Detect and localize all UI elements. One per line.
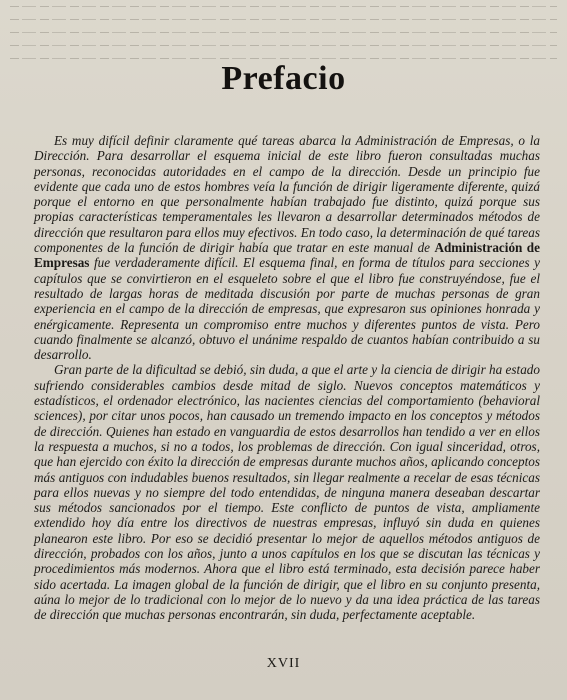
- paragraph: Gran parte de la dificultad se debió, sin duda, a que el arte y la ciencia de dirigir ha estado sufriendo considerables cambios desde mitad de siglo. Nuevos conceptos matemáticos y estadísticos, el ordenador electrónico, las nacientes ciencias del comportamiento (behavioral sciences), por citar unos pocos, han causado un tremendo impacto en los conceptos y métodos de dirección. Quienes han estado en vanguardia de estos desarrollos han tendido a ver en ellos la respuesta a muchos, si no a todos, los problemas de dirección. Con igual sinceridad, otros, que han ejercido con éxito la dirección de empresas durante muchos años, aplicando conceptos más antiguos con indudables buenos resultados, sin llegar realmente a recelar de esas técnicas para ellos nuevas y no siempre del todo entendidas, de ninguna manera deseaban descartar sus métodos sancionados por el tiempo. Este conflicto de puntos de vista, ampliamente extendido hoy día entre los directivos de nuestras empresas, influyó sin duda en quienes planearon este libro. Por eso se decidió presentar lo mejor de aquellos métodos antiguos de dirección, probados con los años, junto a unos capítulos en los que se discutan las técnicas y procedimientos más modernos. Ahora que el libro está terminado, esta decisión parece haber sido acertada. La imagen global de la función de dirigir, que el libro en su conjunto presenta, aúna lo mejor de lo tradicional con lo mejor de lo nuevo y da una idea práctica de las tareas de dirección que muchas personas encontrarán, sin duda, perfectamente aceptable.: [34, 362, 540, 623]
- page-number: XVII: [266, 656, 301, 671]
- paragraph-text: fue verdaderamente difícil. El esquema final, en forma de títulos para secciones y capítulos que se convirtieron en el esqueleto sobre el que el libro fue construyéndose, fue el resultado de largas horas de meditada discusión por parte de muchas personas de gran experiencia en el campo de la dirección de empresas, que expresaron sus opiniones honrada y enérgicamente. Representa un compromiso entre muchos y diferentes puntos de vista. Pero cuando finalmente se alcanzó, obtuvo el unánime respaldo de cuantos habían contribuido a su desarrollo.: [34, 255, 540, 363]
- emphasized-term: Administración de Empresas: [34, 240, 540, 271]
- paragraph-text: Es muy difícil definir claramente qué tareas abarca la Administración de Empresas, o la Dirección. Para desarrollar el esquema inicial de este libro fueron consultadas muchas personas, reconocidas autoridades en el campo de la dirección. Desde un principio fue evidente que cada uno de estos hombres veía la función de dirigir ligeramente diferente, quizá porque el entorno en que personalmente habían trabajado fue distinto, quizá porque sus propias características temperamentales les llevaron a desarrollar determinados métodos de dirección que resultaron para ellos muy efectivos. En todo caso, la determinación de qué tareas componentes de la función de dirigir había que tratar en este manual de: [34, 133, 540, 256]
- paragraph: [34, 133, 540, 362]
- page-title: Prefacio: [221, 60, 346, 97]
- preface-body: [34, 133, 540, 623]
